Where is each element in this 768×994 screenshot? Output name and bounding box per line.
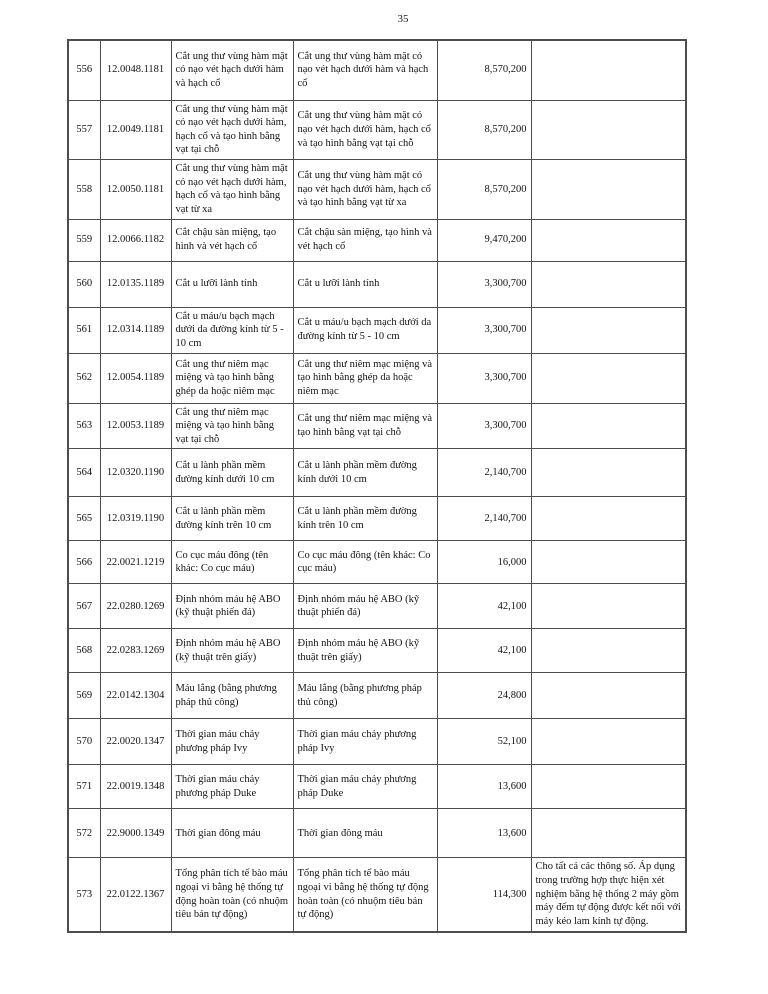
note-cell — [531, 497, 686, 541]
note-cell — [531, 541, 686, 584]
table-row — [68, 449, 686, 497]
note-cell — [531, 449, 686, 497]
service-name-secondary-cell: Cắt ung thư vùng hàm mặt có nạo vét hạch dưới hàm, hạch cổ và tạo hình bằng vạt từ xa — [293, 160, 437, 220]
service-name-cell: Định nhóm máu hệ ABO (kỹ thuật phiến đá) — [171, 584, 293, 629]
service-name-secondary-cell: Cắt ung thư niêm mạc miệng và tạo hình bằng vạt tại chỗ — [293, 403, 437, 449]
service-name-secondary-cell: Thời gian máu chảy phương pháp Ivy — [293, 719, 437, 765]
note-cell — [531, 403, 686, 449]
service-name-secondary-cell: Tổng phân tích tế bào máu ngoại vi bằng hệ thống tự động hoàn toàn (có nhuộm tiêu bản tự động) — [293, 858, 437, 932]
table-row — [68, 353, 686, 403]
service-name-cell: Cắt u lành phần mềm đường kính trên 10 cm — [171, 497, 293, 541]
service-name-cell: Cắt ung thư vùng hàm mặt có nạo vét hạch dưới hàm, hạch cổ và tạo hình bằng vạt tại chỗ — [171, 100, 293, 160]
price-cell: 3,300,700 — [437, 261, 531, 307]
service-code-cell: 12.0049.1181 — [100, 100, 171, 160]
service-code-cell: 12.0054.1189 — [100, 353, 171, 403]
service-code-cell: 22.0280.1269 — [100, 584, 171, 629]
service-code-cell: 22.9000.1349 — [100, 809, 171, 858]
table-row — [68, 584, 686, 629]
price-cell: 3,300,700 — [437, 403, 531, 449]
service-name-secondary-cell: Cắt chậu sàn miệng, tạo hình và vét hạch cổ — [293, 219, 437, 261]
service-name-secondary-cell: Thời gian đông máu — [293, 809, 437, 858]
service-name-cell: Cắt u lành phần mềm đường kính dưới 10 cm — [171, 449, 293, 497]
note-cell — [531, 673, 686, 719]
table-row — [68, 403, 686, 449]
price-cell: 8,570,200 — [437, 100, 531, 160]
note-cell — [531, 160, 686, 220]
table-row — [68, 219, 686, 261]
row-number-cell: 558 — [68, 160, 100, 220]
row-number-cell: 566 — [68, 541, 100, 584]
note-cell — [531, 584, 686, 629]
table-row — [68, 719, 686, 765]
price-cell: 2,140,700 — [437, 449, 531, 497]
row-number-cell: 572 — [68, 809, 100, 858]
price-cell: 3,300,700 — [437, 353, 531, 403]
note-cell — [531, 100, 686, 160]
table-row — [68, 100, 686, 160]
note-cell — [531, 40, 686, 100]
service-code-cell: 12.0048.1181 — [100, 40, 171, 100]
service-name-cell: Máu lắng (bằng phương pháp thủ công) — [171, 673, 293, 719]
note-cell: Cho tất cả các thông số. Áp dụng trong trường hợp thực hiện xét nghiệm bằng hệ thống 2 máy gồm máy đếm tự động được kết nối với máy kéo lam kính tự động. — [531, 858, 686, 932]
table-row — [68, 261, 686, 307]
service-code-cell: 22.0142.1304 — [100, 673, 171, 719]
service-name-secondary-cell: Cắt ung thư vùng hàm mặt có nạo vét hạch dưới hàm, hạch cổ và tạo hình bằng vạt tại chỗ — [293, 100, 437, 160]
service-name-cell: Cắt u lưỡi lành tính — [171, 261, 293, 307]
table-row — [68, 765, 686, 809]
price-table-body — [68, 40, 686, 932]
services-price-table — [67, 39, 687, 933]
service-name-secondary-cell: Thời gian máu chảy phương pháp Duke — [293, 765, 437, 809]
service-name-cell: Cắt ung thư vùng hàm mặt có nạo vét hạch dưới hàm, hạch cổ và tạo hình bằng vạt từ xa — [171, 160, 293, 220]
row-number-cell: 559 — [68, 219, 100, 261]
service-name-secondary-cell: Cắt u máu/u bạch mạch dưới da đường kính từ 5 - 10 cm — [293, 307, 437, 353]
price-cell: 52,100 — [437, 719, 531, 765]
row-number-cell: 567 — [68, 584, 100, 629]
service-name-cell: Thời gian máu chảy phương pháp Ivy — [171, 719, 293, 765]
note-cell — [531, 261, 686, 307]
price-cell: 2,140,700 — [437, 497, 531, 541]
note-cell — [531, 307, 686, 353]
price-cell: 24,800 — [437, 673, 531, 719]
service-code-cell: 12.0066.1182 — [100, 219, 171, 261]
row-number-cell: 562 — [68, 353, 100, 403]
row-number-cell: 568 — [68, 629, 100, 673]
note-cell — [531, 629, 686, 673]
row-number-cell: 560 — [68, 261, 100, 307]
price-cell: 16,000 — [437, 541, 531, 584]
service-name-cell: Thời gian đông máu — [171, 809, 293, 858]
service-code-cell: 12.0135.1189 — [100, 261, 171, 307]
table-row — [68, 497, 686, 541]
table-row — [68, 673, 686, 719]
note-cell — [531, 765, 686, 809]
service-code-cell: 22.0021.1219 — [100, 541, 171, 584]
note-cell — [531, 353, 686, 403]
row-number-cell: 556 — [68, 40, 100, 100]
row-number-cell: 573 — [68, 858, 100, 932]
table-row — [68, 40, 686, 100]
service-name-cell: Cắt chậu sàn miệng, tạo hình và vét hạch cổ — [171, 219, 293, 261]
table-row — [68, 307, 686, 353]
table-row — [68, 160, 686, 220]
price-cell: 114,300 — [437, 858, 531, 932]
note-cell — [531, 719, 686, 765]
table-row — [68, 629, 686, 673]
price-cell: 9,470,200 — [437, 219, 531, 261]
service-code-cell: 12.0314.1189 — [100, 307, 171, 353]
note-cell — [531, 219, 686, 261]
price-cell: 3,300,700 — [437, 307, 531, 353]
service-code-cell: 22.0020.1347 — [100, 719, 171, 765]
row-number-cell: 571 — [68, 765, 100, 809]
table-row — [68, 858, 686, 932]
price-cell: 13,600 — [437, 765, 531, 809]
price-cell: 42,100 — [437, 629, 531, 673]
row-number-cell: 565 — [68, 497, 100, 541]
service-name-secondary-cell: Máu lắng (bằng phương pháp thủ công) — [293, 673, 437, 719]
service-name-cell: Cắt ung thư niêm mạc miệng và tạo hình bằng vạt tại chỗ — [171, 403, 293, 449]
row-number-cell: 569 — [68, 673, 100, 719]
page-number: 35 — [397, 13, 409, 25]
row-number-cell: 564 — [68, 449, 100, 497]
service-name-cell: Cắt ung thư niêm mạc miệng và tạo hình bằng ghép da hoặc niêm mạc — [171, 353, 293, 403]
service-name-cell: Co cục máu đông (tên khác: Co cục máu) — [171, 541, 293, 584]
service-name-secondary-cell: Định nhóm máu hệ ABO (kỹ thuật phiến đá) — [293, 584, 437, 629]
service-name-cell: Định nhóm máu hệ ABO (kỹ thuật trên giấy) — [171, 629, 293, 673]
price-cell: 42,100 — [437, 584, 531, 629]
service-code-cell: 12.0319.1190 — [100, 497, 171, 541]
price-cell: 8,570,200 — [437, 40, 531, 100]
service-code-cell: 22.0122.1367 — [100, 858, 171, 932]
service-code-cell: 22.0283.1269 — [100, 629, 171, 673]
row-number-cell: 557 — [68, 100, 100, 160]
service-code-cell: 12.0050.1181 — [100, 160, 171, 220]
price-cell: 13,600 — [437, 809, 531, 858]
note-cell — [531, 809, 686, 858]
service-name-cell: Cắt ung thư vùng hàm mặt có nạo vét hạch dưới hàm và hạch cổ — [171, 40, 293, 100]
service-name-secondary-cell: Cắt u lưỡi lành tính — [293, 261, 437, 307]
service-name-cell: Thời gian máu chảy phương pháp Duke — [171, 765, 293, 809]
service-name-secondary-cell: Cắt ung thư vùng hàm mặt có nạo vét hạch dưới hàm và hạch cổ — [293, 40, 437, 100]
service-name-secondary-cell: Cắt ung thư niêm mạc miệng và tạo hình bằng ghép da hoặc niêm mạc — [293, 353, 437, 403]
service-name-cell: Tổng phân tích tế bào máu ngoại vi bằng hệ thống tự động hoàn toàn (có nhuộm tiêu bản tự động) — [171, 858, 293, 932]
service-name-secondary-cell: Cắt u lành phần mềm đường kính dưới 10 cm — [293, 449, 437, 497]
service-name-secondary-cell: Định nhóm máu hệ ABO (kỹ thuật trên giấy) — [293, 629, 437, 673]
service-name-secondary-cell: Co cục máu đông (tên khác: Co cục máu) — [293, 541, 437, 584]
service-name-cell: Cắt u máu/u bạch mạch dưới da đường kính từ 5 - 10 cm — [171, 307, 293, 353]
row-number-cell: 563 — [68, 403, 100, 449]
table-row — [68, 541, 686, 584]
row-number-cell: 561 — [68, 307, 100, 353]
service-code-cell: 12.0053.1189 — [100, 403, 171, 449]
table-row — [68, 809, 686, 858]
row-number-cell: 570 — [68, 719, 100, 765]
service-code-cell: 12.0320.1190 — [100, 449, 171, 497]
price-cell: 8,570,200 — [437, 160, 531, 220]
service-name-secondary-cell: Cắt u lành phần mềm đường kính trên 10 cm — [293, 497, 437, 541]
service-code-cell: 22.0019.1348 — [100, 765, 171, 809]
